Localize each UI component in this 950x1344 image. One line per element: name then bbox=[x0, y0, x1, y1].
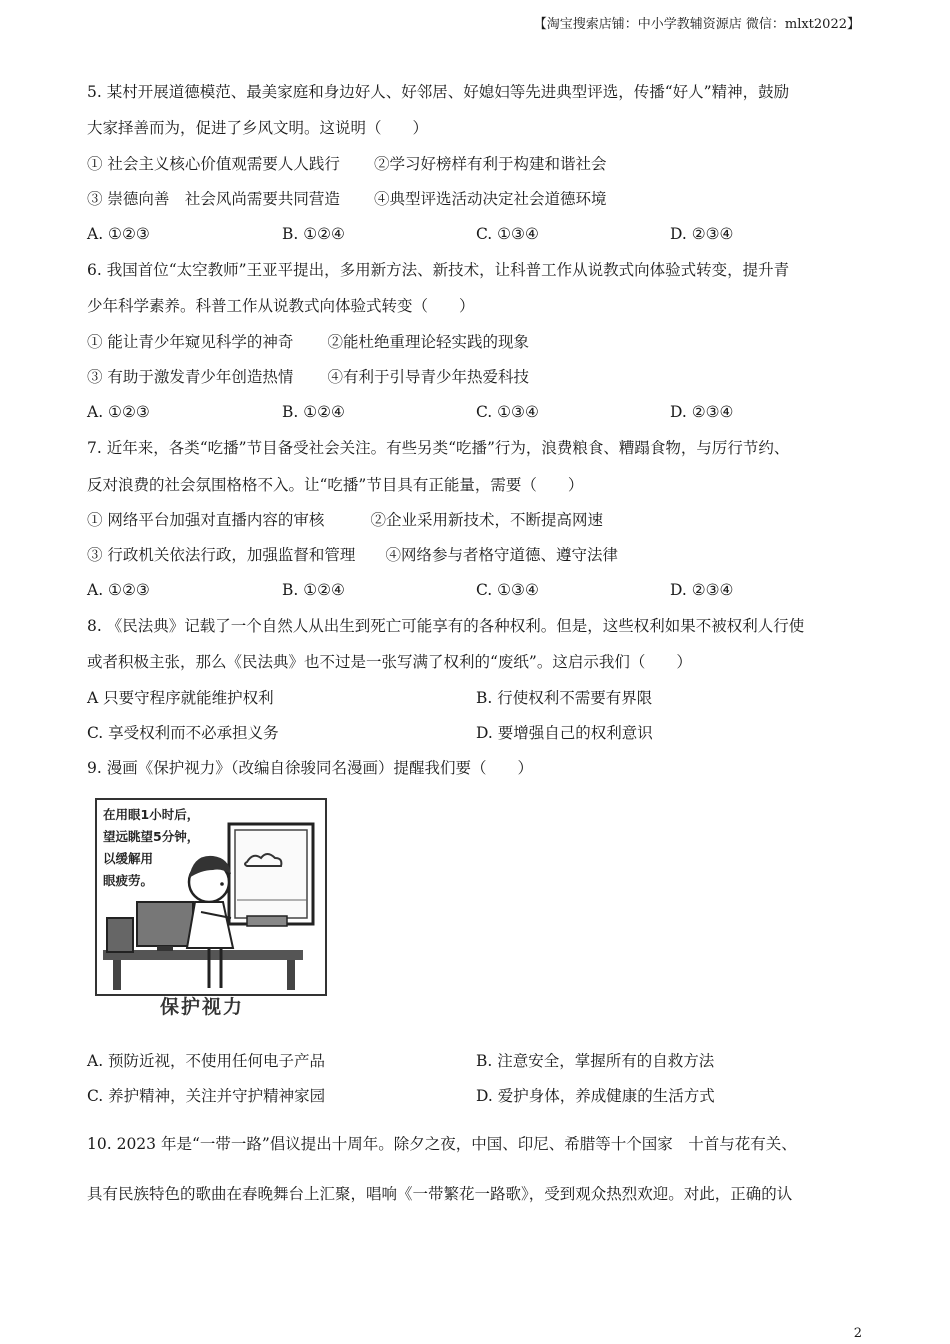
q8-option-a[interactable]: A 只要守程序就能维护权利 bbox=[87, 689, 274, 707]
q8-option-c[interactable]: C. 享受权利而不必承担义务 bbox=[87, 724, 279, 742]
q5-statement-2: ②学习好榜样有利于构建和谐社会 bbox=[373, 155, 607, 173]
q7-statement-1: ① 网络平台加强对直播内容的审核 bbox=[87, 511, 325, 529]
q5-option-c[interactable]: C. ①③④ bbox=[476, 225, 539, 243]
q7-statement-4: ④网络参与者格守道德、遵守法律 bbox=[385, 546, 618, 564]
q9-option-a[interactable]: A. 预防近视，不使用任何电子产品 bbox=[87, 1052, 326, 1070]
q7-option-d[interactable]: D. ②③④ bbox=[670, 581, 734, 599]
q5-stem-line1: 5. 某村开展道德模范、最美家庭和身边好人、好邻居、好媳妇等先进典型评选，传播“好人”精神，鼓励 bbox=[87, 83, 790, 101]
q6-statements-row2 bbox=[87, 367, 529, 387]
q6-option-c[interactable]: C. ①③④ bbox=[476, 403, 539, 421]
q6-stem-line1: 6. 我国首位“太空教师”王亚平提出，多用新方法、新技术，让科普工作从说教式向体验式转变，提升青 bbox=[87, 261, 790, 279]
q7-option-b[interactable]: B. ①②④ bbox=[282, 581, 345, 599]
cartoon-title: 保护视力 bbox=[160, 996, 245, 1018]
q6-statement-2: ②能杜绝重理论轻实践的现象 bbox=[327, 333, 529, 351]
q10-stem-line1: 10. 2023 年是“一带一路”倡议提出十周年。除夕之夜，中国、印尼、希腊等十个国家 十首与花有关、 bbox=[87, 1135, 797, 1153]
page-number: 2 bbox=[853, 1326, 862, 1341]
q9-stem: 9. 漫画《保护视力》（改编自徐骏同名漫画）提醒我们要（ ） bbox=[87, 759, 533, 777]
q5-option-b[interactable]: B. ①②④ bbox=[282, 225, 345, 243]
cartoon-caption-line: 望远眺望5分钟， bbox=[103, 829, 200, 844]
q5-statements-row1 bbox=[87, 154, 606, 174]
q7-statement-3: ③ 行政机关依法行政，加强监督和管理 bbox=[87, 546, 356, 564]
q9-option-d[interactable]: D. 爱护身体，养成健康的生活方式 bbox=[476, 1087, 715, 1105]
q6-option-d[interactable]: D. ②③④ bbox=[670, 403, 734, 421]
q7-option-c[interactable]: C. ①③④ bbox=[476, 581, 539, 599]
q9-option-c[interactable]: C. 养护精神，关注并守护精神家园 bbox=[87, 1087, 326, 1105]
q7-stem-line2: 反对浪费的社会氛围格格不入。让“吃播”节目具有正能量，需要（ ） bbox=[87, 476, 584, 494]
cartoon-image bbox=[95, 798, 327, 996]
q5-option-a[interactable]: A. ①②③ bbox=[87, 225, 150, 243]
q8-option-d[interactable]: D. 要增强自己的权利意识 bbox=[476, 724, 653, 742]
cartoon-caption bbox=[103, 804, 199, 892]
cartoon-caption-line: 以缓解用 bbox=[103, 851, 154, 866]
q8-stem-line2: 或者积极主张，那么《民法典》也不过是一张写满了权利的“废纸”。这启示我们（ ） bbox=[87, 653, 692, 671]
q5-statement-1: ① 社会主义核心价值观需要人人践行 bbox=[87, 155, 340, 173]
q5-option-d[interactable]: D. ②③④ bbox=[670, 225, 734, 243]
q7-statements-row2 bbox=[87, 545, 618, 565]
q6-statements-row1 bbox=[87, 332, 529, 352]
q7-stem-line1: 7. 近年来，各类“吃播”节目备受社会关注。有些另类“吃播”行为，浪费粮食、糟蹋食物，与厉行节约、 bbox=[87, 439, 790, 457]
q7-option-a[interactable]: A. ①②③ bbox=[87, 581, 150, 599]
cartoon-caption-line: 眼疲劳。 bbox=[103, 873, 154, 888]
q5-stem-line2: 大家择善而为，促进了乡风文明。这说明（ ） bbox=[87, 119, 429, 137]
q6-stem-line2: 少年科学素养。科普工作从说教式向体验式转变（ ） bbox=[87, 297, 475, 315]
q7-statements-row1 bbox=[87, 510, 603, 530]
q6-option-b[interactable]: B. ①②④ bbox=[282, 403, 345, 421]
cartoon-caption-line: 在用眼1小时后， bbox=[103, 807, 200, 822]
q6-statement-3: ③ 有助于激发青少年创造热情 bbox=[87, 368, 294, 386]
page-header: 【淘宝搜索店铺：中小学教辅资源店 微信：mlxt2022】 bbox=[533, 17, 860, 32]
q6-statement-4: ④有利于引导青少年热爱科技 bbox=[327, 368, 529, 386]
q6-option-a[interactable]: A. ①②③ bbox=[87, 403, 150, 421]
q7-statement-2: ②企业采用新技术，不断提高网速 bbox=[370, 511, 603, 529]
q5-statements-row2 bbox=[87, 189, 606, 209]
q8-stem-line1: 8. 《民法典》记载了一个自然人从出生到死亡可能享有的各种权利。但是，这些权利如果不被权利人行使 bbox=[87, 617, 805, 635]
q5-statement-3: ③ 崇德向善 社会风尚需要共同营造 bbox=[87, 190, 340, 208]
q9-option-b[interactable]: B. 注意安全，掌握所有的自救方法 bbox=[476, 1052, 715, 1070]
q5-statement-4: ④典型评选活动决定社会道德环境 bbox=[373, 190, 607, 208]
q6-statement-1: ① 能让青少年窥见科学的神奇 bbox=[87, 333, 294, 351]
q8-option-b[interactable]: B. 行使权利不需要有界限 bbox=[476, 689, 653, 707]
q10-stem-line2: 具有民族特色的歌曲在春晚舞台上汇聚，唱响《一带繁花一路歌》，受到观众热烈欢迎。对此，正确的认 bbox=[87, 1185, 793, 1203]
